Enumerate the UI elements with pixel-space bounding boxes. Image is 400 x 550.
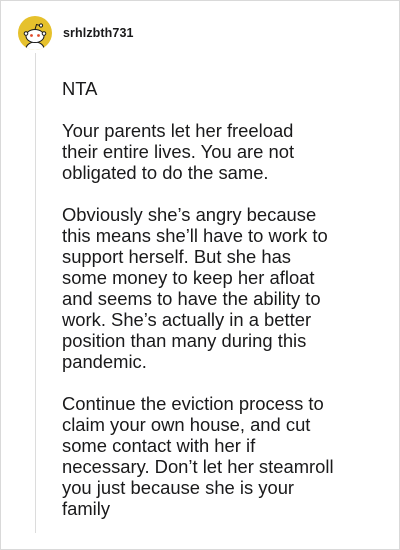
snoo-avatar-icon[interactable] <box>18 16 52 50</box>
snoo-avatar-graphic <box>18 16 52 50</box>
comment-paragraph: Continue the eviction process to claim your own house, and cut some contact with her if necessary. Don’t let her steamroll you just because she is your family <box>62 393 334 519</box>
comment-paragraph: NTA <box>62 78 98 99</box>
comment-paragraph: Your parents let her freeload their entire lives. You are not obligated to do the same. <box>62 120 295 183</box>
thread-line[interactable] <box>35 53 36 533</box>
comment-body <box>62 78 392 540</box>
comment-username[interactable]: srhlzbth731 <box>63 26 134 40</box>
comment-paragraph: Obviously she’s angry because this means she’ll have to work to support herself. But she has some money to keep her afloat and seems to have the ability to work. She’s actually in a better position than many during this pandemic. <box>62 204 328 372</box>
comment-header <box>18 15 134 51</box>
